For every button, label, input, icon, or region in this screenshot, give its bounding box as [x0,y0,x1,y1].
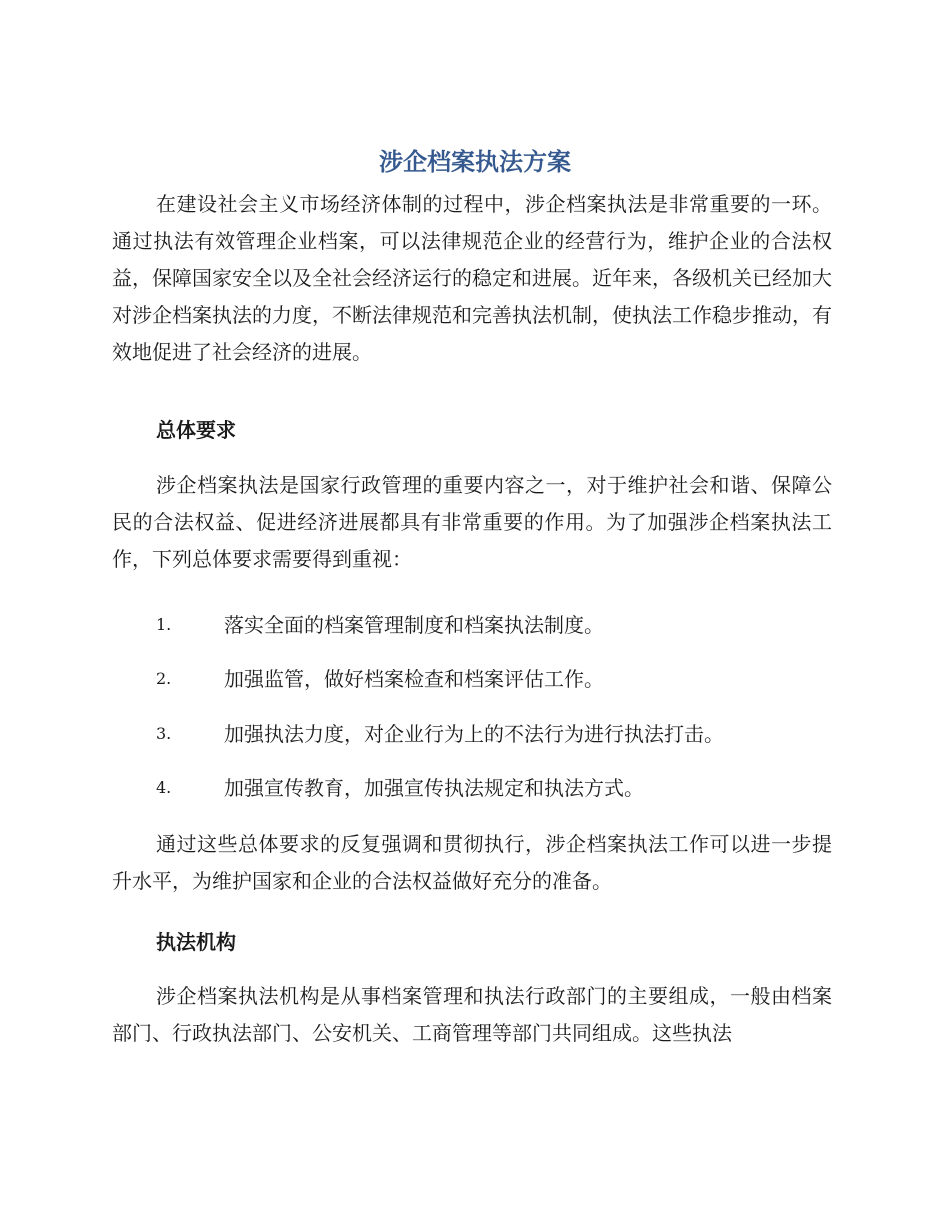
intro-paragraph: 在建设社会主义市场经济体制的过程中，涉企档案执法是非常重要的一环。通过执法有效管理企业档案，可以法律规范企业的经营行为，维护企业的合法权益，保障国家安全以及全社会经济运行的稳定和进展。近年来，各级机关已经加大对涉企档案执法的力度，不断法律规范和完善执法机制，使执法工作稳步推动，有效地促进了社会经济的进展。 [112,192,832,364]
enforcement-agency-paragraph: 涉企档案执法机构是从事档案管理和执法行政部门的主要组成，一般由档案部门、行政执法部门、公安机关、工商管理等部门共同组成。这些执法 [112,984,832,1045]
section-heading-general-requirements: 总体要求 [156,418,236,442]
document-title: 涉企档案执法方案 [379,148,571,176]
list-item [156,773,836,803]
list-item-number: 1. [156,615,172,634]
section-heading-enforcement-agency: 执法机构 [156,930,236,954]
list-item [156,664,836,694]
list-item [156,719,836,749]
list-item-number: 4. [156,778,172,797]
list-item-number: 3. [156,724,172,743]
list-item [156,610,836,640]
general-requirements-paragraph: 涉企档案执法是国家行政管理的重要内容之一，对于维护社会和谐、保障公民的合法权益、促进经济进展都具有非常重要的作用。为了加强涉企档案执法工作，下列总体要求需要得到重视： [112,473,832,571]
list-item-number: 2. [156,669,172,688]
list-item-text: 加强宣传教育，加强宣传执法规定和执法方式。 [224,776,644,800]
list-item-text: 加强执法力度，对企业行为上的不法行为进行执法打击。 [224,722,724,746]
general-requirements-closing-paragraph: 通过这些总体要求的反复强调和贯彻执行，涉企档案执法工作可以进一步提升水平，为维护国家和企业的合法权益做好充分的准备。 [112,832,832,893]
list-item-text: 落实全面的档案管理制度和档案执法制度。 [224,613,604,637]
list-item-text: 加强监管，做好档案检查和档案评估工作。 [224,667,604,691]
